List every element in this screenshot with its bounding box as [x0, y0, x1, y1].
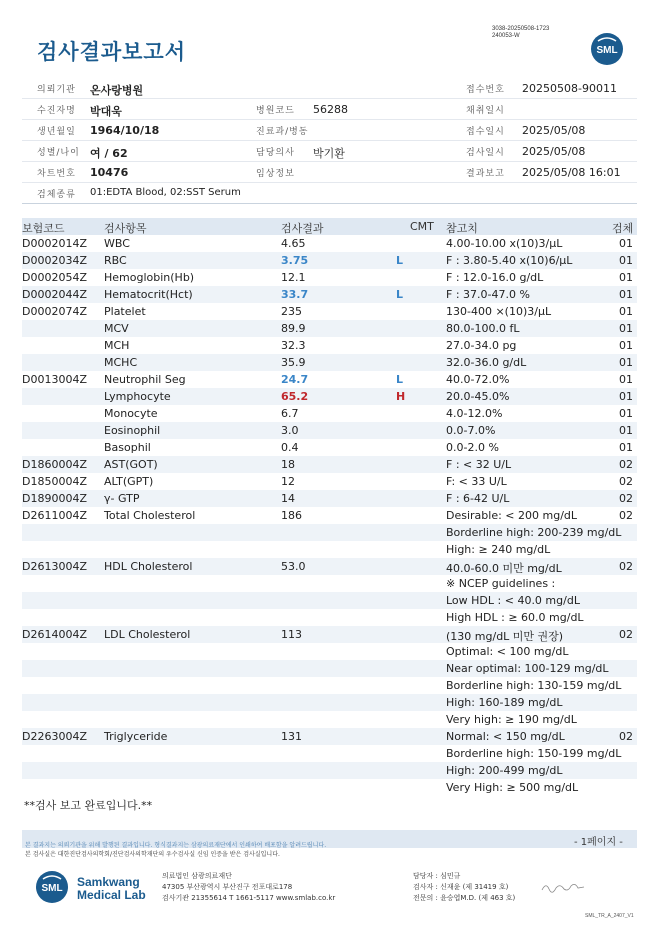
- cell-item: Platelet: [104, 305, 146, 318]
- sex-age-value: 여 / 62: [90, 147, 128, 160]
- cell-result: 65.2: [281, 390, 309, 403]
- table-row: [22, 609, 637, 626]
- receipt-date-value: 2025/05/08: [522, 124, 586, 137]
- chart-no-label: 차트번호: [37, 169, 76, 179]
- cell-code: D0002074Z: [22, 305, 87, 318]
- table-row: [22, 490, 637, 507]
- cell-code: D2613004Z: [22, 560, 87, 573]
- table-row: [22, 473, 637, 490]
- table-row: [22, 711, 637, 728]
- cell-specimen: 01: [619, 407, 633, 420]
- footer-staff: [413, 871, 515, 904]
- cell-item: LDL Cholesterol: [104, 628, 191, 641]
- cell-specimen: 01: [619, 424, 633, 437]
- cell-ref: 130-400 ×(10)3/μL: [446, 305, 552, 318]
- hospital-code-label: 병원코드: [256, 106, 295, 116]
- table-row: [22, 575, 637, 592]
- institution-value: 온사랑병원: [90, 84, 144, 97]
- table-row: [22, 592, 637, 609]
- cell-specimen: 02: [619, 628, 633, 641]
- cell-item: ALT(GPT): [104, 475, 154, 488]
- sex-age-label: 성별/나이: [37, 148, 80, 158]
- logo-text: SML: [596, 45, 618, 56]
- cell-ref: F : 37.0-47.0 %: [446, 288, 530, 301]
- cell-ref: F: < 33 U/L: [446, 475, 507, 488]
- footer-logo-icon: [35, 870, 69, 904]
- name-value: 박대욱: [90, 105, 122, 118]
- footer-address: 47305 부산광역시 부산진구 전포대로178: [162, 883, 293, 891]
- cell-item: RBC: [104, 254, 127, 267]
- cell-code: D2611004Z: [22, 509, 87, 522]
- table-row: [22, 745, 637, 762]
- cell-ref: 20.0-45.0%: [446, 390, 510, 403]
- cell-ref: High: ≥ 240 mg/dL: [446, 543, 551, 556]
- cell-result: 0.4: [281, 441, 299, 454]
- cell-result: 33.7: [281, 288, 309, 301]
- doctor-value: 박기환: [313, 147, 345, 160]
- cell-result: 186: [281, 509, 302, 522]
- receipt-no-value: 20250508-90011: [522, 82, 617, 95]
- cell-item: Total Cholesterol: [104, 509, 196, 522]
- cell-ref: 80.0-100.0 fL: [446, 322, 520, 335]
- cell-specimen: 01: [619, 305, 633, 318]
- cell-cmt: L: [396, 288, 404, 301]
- cell-ref: (130 mg/dL 미만 권장): [446, 630, 564, 643]
- table-row: [22, 694, 637, 711]
- footer-org-info: [162, 871, 335, 904]
- table-row: [22, 541, 637, 558]
- cell-ref: 27.0-34.0 pg: [446, 339, 517, 352]
- col-cmt: CMT: [410, 220, 434, 233]
- cell-result: 53.0: [281, 560, 306, 573]
- table-row: [22, 779, 637, 796]
- table-row: [22, 558, 637, 575]
- cell-item: Monocyte: [104, 407, 158, 420]
- table-row: [22, 405, 637, 422]
- cell-code: D0002034Z: [22, 254, 87, 267]
- footer-logo-text: SML: [41, 883, 63, 894]
- table-row: [22, 252, 637, 269]
- cell-item: Lymphocyte: [104, 390, 171, 403]
- table-row: [22, 677, 637, 694]
- cell-item: MCHC: [104, 356, 138, 369]
- table-row: [22, 643, 637, 660]
- table-row: [22, 337, 637, 354]
- table-row: [22, 354, 637, 371]
- table-row: [22, 728, 637, 745]
- table-row: [22, 388, 637, 405]
- cell-item: MCV: [104, 322, 129, 335]
- cell-result: 18: [281, 458, 295, 471]
- cell-specimen: 01: [619, 390, 633, 403]
- col-code: 보험코드: [22, 222, 65, 235]
- cell-ref: Borderline high: 150-199 mg/dL: [446, 747, 622, 760]
- cell-code: D2614004Z: [22, 628, 87, 641]
- table-row: [22, 456, 637, 473]
- page-title: 검사결과보고서: [37, 40, 187, 64]
- cell-specimen: 01: [619, 237, 633, 250]
- cell-specimen: 01: [619, 373, 633, 386]
- info-row-name: [22, 99, 637, 120]
- notice-line1: 본 결과지는 의뢰기관을 위해 발행된 결과입니다. 형식결과지는 삼광의료재단에서 인쇄하여 배포함을 알려드립니다.: [25, 842, 327, 849]
- cell-cmt: L: [396, 373, 404, 386]
- cell-ref: ※ NCEP guidelines :: [446, 577, 556, 590]
- cell-result: 235: [281, 305, 302, 318]
- cell-specimen: 01: [619, 441, 633, 454]
- table-row: [22, 422, 637, 439]
- cell-ref: Very High: ≥ 500 mg/dL: [446, 781, 579, 794]
- cell-ref: 0.0-2.0 %: [446, 441, 499, 454]
- cell-ref: Borderline high: 200-239 mg/dL: [446, 526, 622, 539]
- cell-ref: Normal: < 150 mg/dL: [446, 730, 565, 743]
- cell-ref: F : 6-42 U/L: [446, 492, 510, 505]
- results-body: [22, 235, 637, 796]
- cell-specimen: 01: [619, 271, 633, 284]
- receipt-date-label: 접수일시: [466, 127, 505, 137]
- table-row: [22, 660, 637, 677]
- cell-ref: Desirable: < 200 mg/dL: [446, 509, 578, 522]
- cell-ref: Near optimal: 100-129 mg/dL: [446, 662, 609, 675]
- cell-result: 6.7: [281, 407, 299, 420]
- col-result: 검사결과: [281, 222, 324, 235]
- cell-result: 89.9: [281, 322, 306, 335]
- cell-result: 3.75: [281, 254, 309, 267]
- birth-label: 생년월일: [37, 127, 76, 137]
- cell-result: 3.0: [281, 424, 299, 437]
- footer-brand-line1: Samkwang: [77, 875, 140, 889]
- page-number: - 1페이지 -: [574, 837, 623, 848]
- table-row: [22, 524, 637, 541]
- cell-ref: 0.0-7.0%: [446, 424, 496, 437]
- table-row: [22, 507, 637, 524]
- cell-ref: F : 12.0-16.0 g/dL: [446, 271, 544, 284]
- document-id: [492, 26, 549, 40]
- cell-ref: F : < 32 U/L: [446, 458, 512, 471]
- footer-staff3: 전문의 : 윤승엽M.D. (제 463 호): [413, 894, 516, 902]
- chart-no-value: 10476: [90, 166, 129, 179]
- cell-item: Hemoglobin(Hb): [104, 271, 195, 284]
- info-row-specimen: [22, 183, 637, 204]
- hospital-code-value: 56288: [313, 103, 348, 116]
- cell-specimen: 01: [619, 339, 633, 352]
- cell-item: WBC: [104, 237, 130, 250]
- cell-ref: 4.0-12.0%: [446, 407, 503, 420]
- institution-label: 의뢰기관: [37, 85, 76, 95]
- table-row: [22, 320, 637, 337]
- form-code: SML_TR_A_2407_V1: [585, 913, 634, 919]
- col-item: 검사항목: [104, 222, 147, 235]
- cell-cmt: L: [396, 254, 404, 267]
- notice-line2: 본 검사실은 대한진단검사의학회/진단검사의학재단의 우수검사실 신임 인증을 받은 검사실입니다.: [25, 851, 280, 858]
- document-id-line2: 240053-W: [492, 33, 520, 39]
- cell-ref: High: 200-499 mg/dL: [446, 764, 563, 777]
- document-id-line1: 3038-20250508-1723: [492, 26, 550, 32]
- table-row: [22, 269, 637, 286]
- receipt-no-label: 접수번호: [466, 85, 505, 95]
- table-row: [22, 439, 637, 456]
- cell-code: D1890004Z: [22, 492, 87, 505]
- cell-result: 12.1: [281, 271, 306, 284]
- cell-result: 4.65: [281, 237, 306, 250]
- cell-item: γ- GTP: [104, 492, 140, 505]
- cell-ref: F : 3.80-5.40 x(10)6/μL: [446, 254, 573, 267]
- sml-logo-icon: [590, 32, 624, 66]
- cell-item: Hematocrit(Hct): [104, 288, 193, 301]
- cell-item: AST(GOT): [104, 458, 158, 471]
- cell-ref: High HDL : ≥ 60.0 mg/dL: [446, 611, 584, 624]
- footer-brand-line2: Medical Lab: [77, 888, 146, 902]
- cell-code: D0002044Z: [22, 288, 87, 301]
- cell-code: D1850004Z: [22, 475, 87, 488]
- cell-ref: 40.0-72.0%: [446, 373, 510, 386]
- clinical-label: 임상정보: [256, 169, 295, 179]
- cell-specimen: 02: [619, 730, 633, 743]
- cell-result: 14: [281, 492, 295, 505]
- table-row: [22, 286, 637, 303]
- footer-org: 의료법인 삼광의료재단: [162, 872, 232, 880]
- report-date-label: 결과보고: [466, 169, 505, 179]
- cell-item: HDL Cholesterol: [104, 560, 193, 573]
- cell-item: MCH: [104, 339, 130, 352]
- cell-result: 12: [281, 475, 295, 488]
- cell-specimen: 02: [619, 458, 633, 471]
- footer-contact: 검사기관 21355614 T 1661-5117 www.smlab.co.kr: [162, 894, 336, 902]
- cell-item: Triglyceride: [104, 730, 168, 743]
- info-row-chart: [22, 162, 637, 183]
- cell-ref: High: 160-189 mg/dL: [446, 696, 563, 709]
- cell-specimen: 02: [619, 560, 633, 573]
- cell-code: D1860004Z: [22, 458, 87, 471]
- col-ref: 참고치: [446, 222, 478, 235]
- cell-specimen: 01: [619, 288, 633, 301]
- cell-result: 131: [281, 730, 302, 743]
- cell-ref: 40.0-60.0 미만 mg/dL: [446, 562, 562, 575]
- results-table: [22, 218, 637, 796]
- cell-result: 35.9: [281, 356, 306, 369]
- cell-result: 113: [281, 628, 302, 641]
- cell-ref: Low HDL : < 40.0 mg/dL: [446, 594, 580, 607]
- cell-item: Neutrophil Seg: [104, 373, 186, 386]
- cell-code: D0002054Z: [22, 271, 87, 284]
- cell-result: 24.7: [281, 373, 309, 386]
- name-label: 수진자명: [37, 106, 76, 116]
- cell-ref: Borderline high: 130-159 mg/dL: [446, 679, 622, 692]
- specimen-label: 검체종류: [37, 190, 76, 200]
- test-date-label: 검사일시: [466, 148, 505, 158]
- test-date-value: 2025/05/08: [522, 145, 586, 158]
- info-row-birth: [22, 120, 637, 141]
- signature-icon: [540, 880, 586, 894]
- cell-ref: 32.0-36.0 g/dL: [446, 356, 527, 369]
- completion-message: **검사 보고 완료입니다.**: [24, 799, 153, 812]
- footer-brand: [77, 876, 146, 902]
- cell-code: D2263004Z: [22, 730, 87, 743]
- report-date-value: 2025/05/08 16:01: [522, 166, 621, 179]
- cell-result: 32.3: [281, 339, 306, 352]
- info-row-sex-age: [22, 141, 637, 162]
- cell-item: Eosinophil: [104, 424, 161, 437]
- cell-specimen: 02: [619, 492, 633, 505]
- cell-specimen: 02: [619, 475, 633, 488]
- patient-info: [22, 78, 637, 204]
- table-row: [22, 235, 637, 252]
- cell-specimen: 01: [619, 356, 633, 369]
- birth-value: 1964/10/18: [90, 124, 160, 137]
- cell-cmt: H: [396, 390, 406, 403]
- cell-item: Basophil: [104, 441, 151, 454]
- footer-staff1: 담당자 : 심민규: [413, 872, 461, 880]
- collect-date-label: 채취일시: [466, 106, 505, 116]
- cell-code: D0002014Z: [22, 237, 87, 250]
- table-row: [22, 303, 637, 320]
- results-header: [22, 218, 637, 235]
- footer-staff2: 검사자 : 신재윤 (제 31419 호): [413, 883, 509, 891]
- dept-label: 진료과/병동: [256, 127, 309, 137]
- cell-ref: 4.00-10.00 x(10)3/μL: [446, 237, 563, 250]
- cell-ref: Optimal: < 100 mg/dL: [446, 645, 569, 658]
- table-row: [22, 762, 637, 779]
- cell-ref: Very high: ≥ 190 mg/dL: [446, 713, 577, 726]
- table-row: [22, 626, 637, 643]
- cell-specimen: 01: [619, 254, 633, 267]
- specimen-value: 01:EDTA Blood, 02:SST Serum: [90, 187, 241, 198]
- info-row-institution: [22, 78, 637, 99]
- cell-specimen: 01: [619, 322, 633, 335]
- doctor-label: 담당의사: [256, 148, 295, 158]
- table-row: [22, 371, 637, 388]
- cell-code: D0013004Z: [22, 373, 87, 386]
- cell-specimen: 02: [619, 509, 633, 522]
- col-specimen: 검체: [612, 222, 634, 235]
